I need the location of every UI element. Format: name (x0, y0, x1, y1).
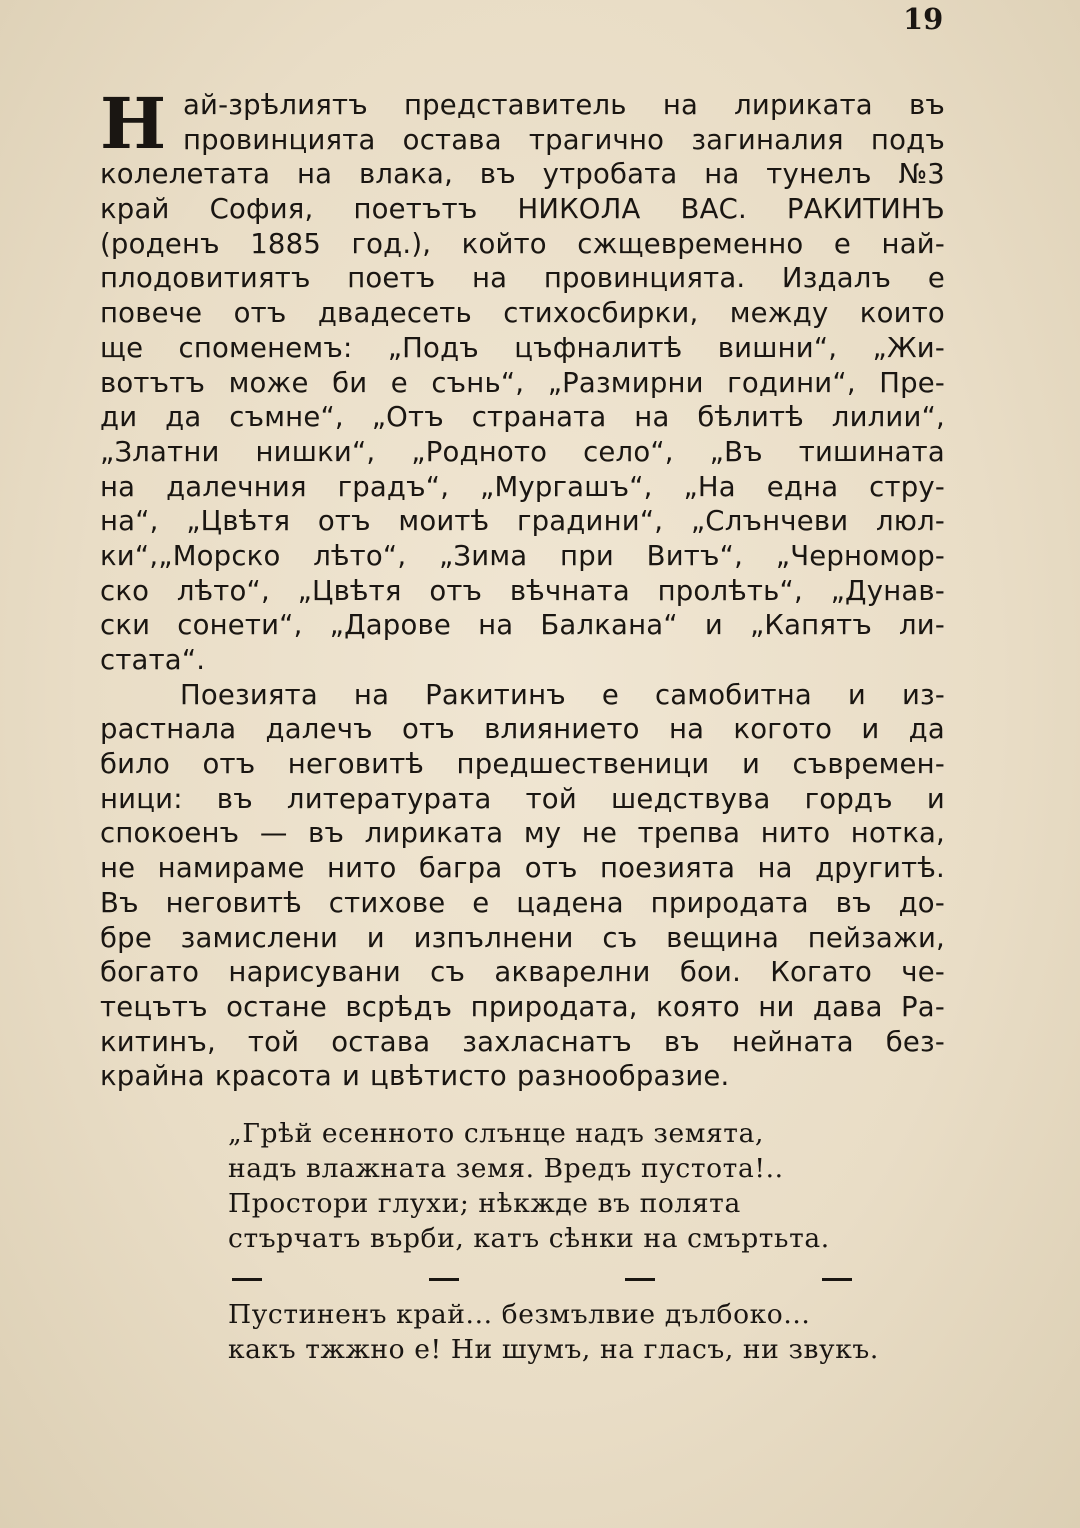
text-line: повече отъ двадесеть стихосбирки, между които (100, 297, 945, 330)
text-line: на далечния градъ“, „Мургашъ“, „На една стру- (100, 470, 945, 503)
text-line: (роденъ 1885 год.), който сжщевременно е най- (100, 227, 945, 260)
text-line: „Златни нишки“, „Родното село“, „Въ тишината (100, 435, 945, 468)
text-line: ай-зрѣлиятъ представитель на лириката въ (183, 89, 945, 121)
text-line: ще споменемъ: „Подъ цъфналитѣ вишни“, „Жи- (100, 331, 945, 364)
text-line: на“, „Цвѣтя отъ моитѣ градини“, „Слънчеви люл- (100, 505, 945, 538)
verse-line: Простори глухи; нѣкжде въ полята (228, 1188, 741, 1219)
verse-line: стърчатъ върби, катъ сѣнки на смъртьта. (228, 1223, 830, 1254)
paragraph-2 (100, 678, 945, 1094)
text-line: плодовитиятъ поетъ на провинцията. Издалъ е (100, 262, 945, 295)
text-line: ско лѣто“, „Цвѣтя отъ вѣчната пролѣть“, „Дунав- (100, 574, 945, 607)
text-line: вотътъ може би е сънь“, „Размирни години“, Пре- (100, 366, 945, 399)
text-line: край София, поетътъ НИКОЛА ВАС. РАКИТИНЪ (100, 193, 945, 226)
verse-line: какъ тжжно е! Ни шумъ, на гласъ, ни звукъ. (228, 1334, 879, 1365)
text-line: ници: въ литературата той шедствува гордъ и (100, 782, 945, 815)
text-line: спокоенъ — въ лириката му не трепва нито нотка, (100, 817, 945, 850)
text-line: стата“. (100, 644, 206, 676)
text-line: ски сонети“, „Дарове на Балкана“ и „Капятъ ли- (100, 609, 945, 642)
page-number: 19 (903, 2, 944, 36)
verse-line: Пустиненъ край... безмълвие дълбоко... (228, 1299, 811, 1330)
text-line: Поезията на Ракитинъ е самобитна и из- (180, 678, 945, 711)
drop-cap: Н (100, 82, 167, 165)
verse-stanza-2 (228, 1297, 948, 1367)
text-line: тецътъ остане всрѣдъ природата, която ни дава Ра- (100, 990, 945, 1023)
verse-line: надъ влажната земя. Вредъ пустота!.. (228, 1153, 784, 1184)
text-line: Въ неговитѣ стихове е цадена природата въ до- (100, 886, 945, 919)
text-line: крайна красота и цвѣтисто разнообразие. (100, 1060, 730, 1093)
divider-dash (232, 1278, 262, 1281)
body-text (100, 82, 945, 1094)
text-line: колелетата на влака, въ утробата на тунелъ №3 (100, 158, 945, 191)
text-line: бре замислени и изпълнени съ вещина пейзажи, (100, 921, 945, 954)
text-line: не намираме нито багра отъ поезията на другитѣ. (100, 852, 945, 885)
text-line: ки“,„Морско лѣто“, „Зима при Витъ“, „Черномор- (100, 539, 945, 572)
divider-dash (822, 1278, 852, 1281)
text-line: богато нарисувани съ акварелни бои. Когато че- (100, 956, 945, 989)
text-line: ди да съмне“, „Отъ страната на бѣлитѣ лилии“, (100, 401, 945, 434)
text-line: било отъ неговитѣ предшественици и съвремен- (100, 748, 945, 781)
text-line: китинъ, той остава захласнатъ въ нейната без- (100, 1025, 945, 1058)
divider-dash (429, 1278, 459, 1281)
verse-line: „Грѣй есенното слънце надъ земята, (228, 1118, 764, 1149)
verse-divider (232, 1256, 852, 1297)
verse-quote (228, 1116, 948, 1367)
text-line: растнала далечъ отъ влиянието на когото и да (100, 713, 945, 746)
paragraph-1 (100, 82, 945, 678)
verse-stanza-1 (228, 1116, 948, 1256)
text-line: провинцията остава трагично загиналия подъ (183, 123, 945, 156)
divider-dash (625, 1278, 655, 1281)
